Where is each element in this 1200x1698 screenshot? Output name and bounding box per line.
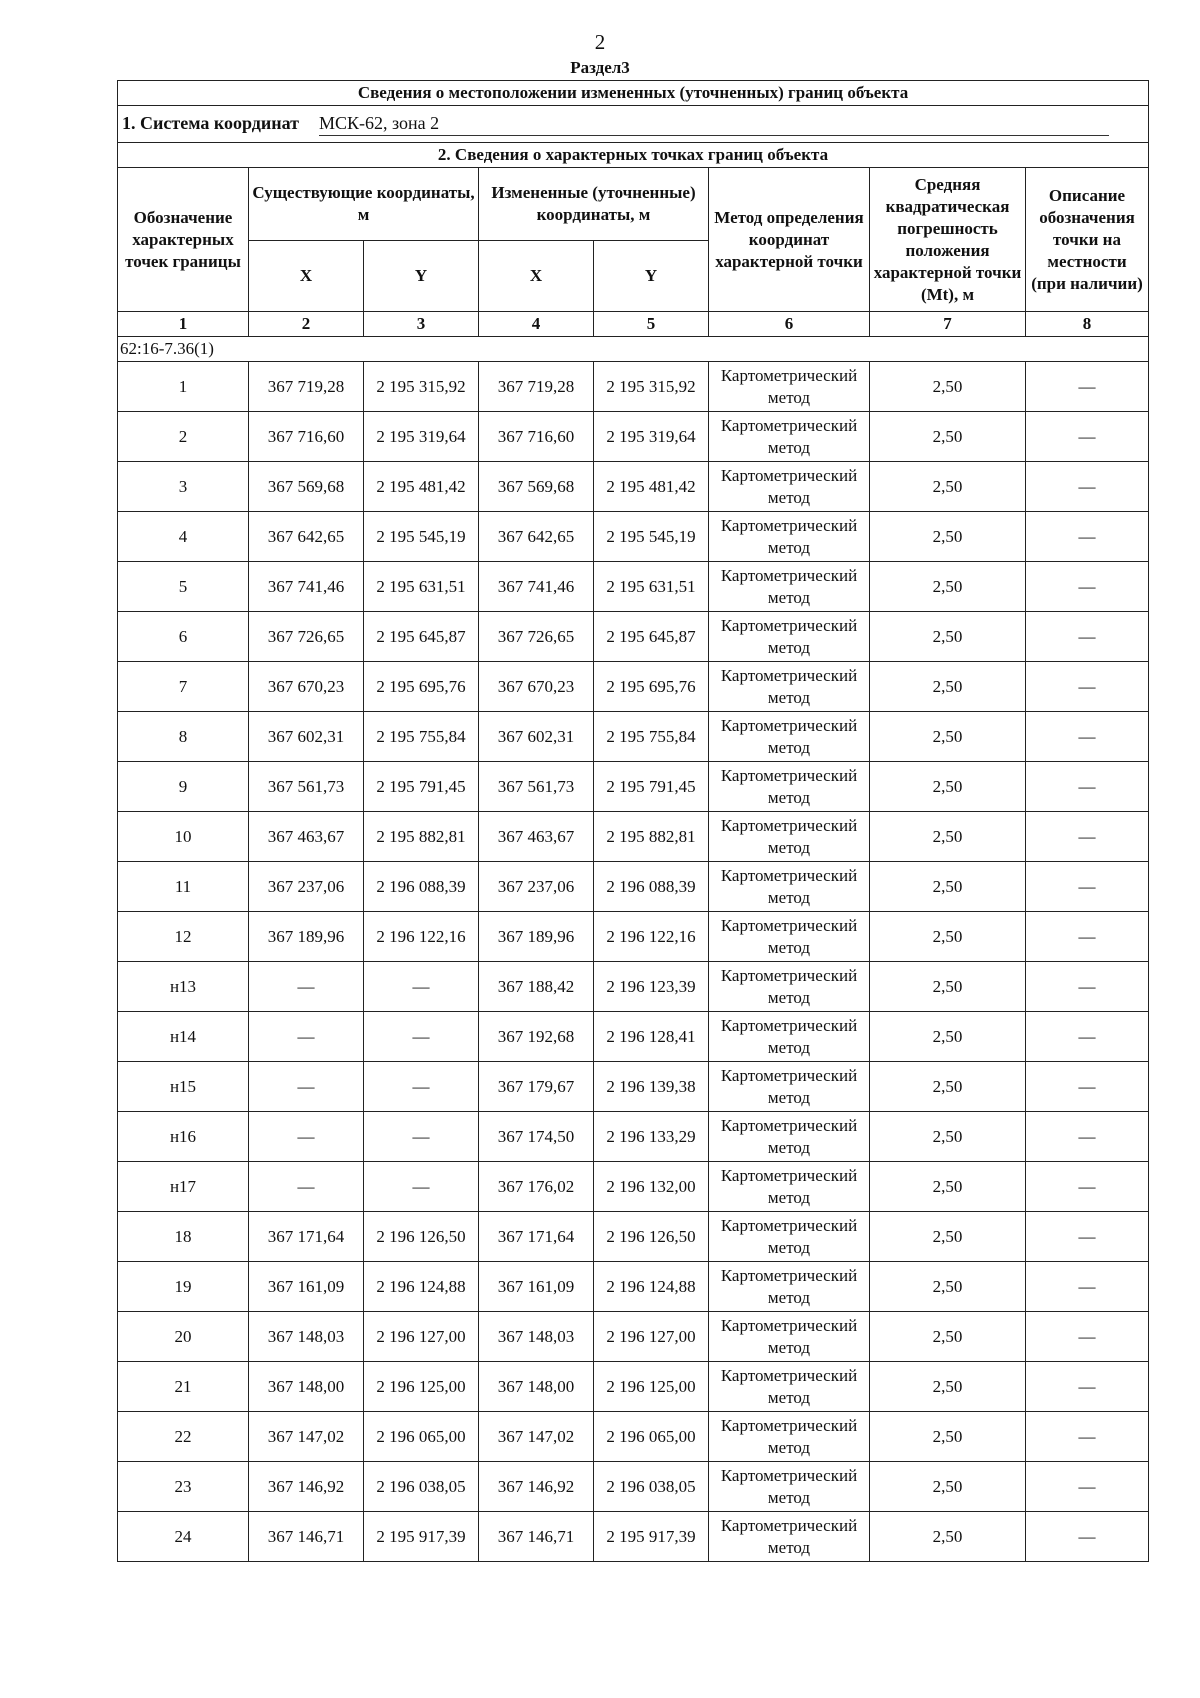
changed-y: 2 196 065,00 — [594, 1412, 709, 1462]
existing-y: 2 195 755,84 — [364, 712, 479, 762]
col-number: 3 — [364, 312, 479, 337]
error-mt: 2,50 — [870, 1512, 1026, 1562]
point-designation: 8 — [118, 712, 249, 762]
error-mt: 2,50 — [870, 412, 1026, 462]
method: Картометрический метод — [709, 1162, 870, 1212]
method: Картометрический метод — [709, 1112, 870, 1162]
parcel-id: 62:16-7.36(1) — [118, 337, 1149, 362]
table-row — [118, 1462, 1149, 1512]
table-row — [118, 1212, 1149, 1262]
method: Картометрический метод — [709, 512, 870, 562]
changed-y: 2 195 481,42 — [594, 462, 709, 512]
col-header-changed-y: Y — [594, 241, 709, 312]
changed-y: 2 195 319,64 — [594, 412, 709, 462]
point-description: — — [1026, 1362, 1149, 1412]
point-description: — — [1026, 912, 1149, 962]
col-number: 6 — [709, 312, 870, 337]
changed-y: 2 196 124,88 — [594, 1262, 709, 1312]
col-header-existing-x: X — [249, 241, 364, 312]
changed-y: 2 196 122,16 — [594, 912, 709, 962]
point-designation: 2 — [118, 412, 249, 462]
existing-x: 367 602,31 — [249, 712, 364, 762]
point-description: — — [1026, 1512, 1149, 1562]
existing-y: 2 196 122,16 — [364, 912, 479, 962]
error-mt: 2,50 — [870, 462, 1026, 512]
method: Картометрический метод — [709, 1412, 870, 1462]
existing-x: 367 147,02 — [249, 1412, 364, 1462]
method: Картометрический метод — [709, 812, 870, 862]
point-designation: 10 — [118, 812, 249, 862]
method: Картометрический метод — [709, 762, 870, 812]
col-header-method: Метод определения координат характерной точки — [709, 168, 870, 312]
point-designation: 11 — [118, 862, 249, 912]
changed-y: 2 195 645,87 — [594, 612, 709, 662]
method: Картометрический метод — [709, 712, 870, 762]
existing-x: 367 161,09 — [249, 1262, 364, 1312]
point-designation: 7 — [118, 662, 249, 712]
col-header-description: Описание обозначения точки на местности (при наличии) — [1026, 168, 1149, 312]
table-row — [118, 762, 1149, 812]
col-number: 2 — [249, 312, 364, 337]
existing-x: 367 463,67 — [249, 812, 364, 862]
col-number: 8 — [1026, 312, 1149, 337]
error-mt: 2,50 — [870, 1012, 1026, 1062]
point-designation: 1 — [118, 362, 249, 412]
changed-x: 367 148,03 — [479, 1312, 594, 1362]
changed-y: 2 196 127,00 — [594, 1312, 709, 1362]
boundary-table — [117, 80, 1149, 1562]
existing-y: 2 196 125,00 — [364, 1362, 479, 1412]
existing-x: 367 148,03 — [249, 1312, 364, 1362]
point-description: — — [1026, 1012, 1149, 1062]
existing-y: 2 196 124,88 — [364, 1262, 479, 1312]
error-mt: 2,50 — [870, 1162, 1026, 1212]
method: Картометрический метод — [709, 962, 870, 1012]
existing-x: 367 569,68 — [249, 462, 364, 512]
table-row — [118, 362, 1149, 412]
point-designation: 18 — [118, 1212, 249, 1262]
method: Картометрический метод — [709, 1512, 870, 1562]
changed-y: 2 196 139,38 — [594, 1062, 709, 1112]
changed-x: 367 147,02 — [479, 1412, 594, 1462]
error-mt: 2,50 — [870, 662, 1026, 712]
points-header: 2. Сведения о характерных точках границ объекта — [118, 143, 1149, 168]
point-description: — — [1026, 412, 1149, 462]
changed-x: 367 148,00 — [479, 1362, 594, 1412]
table-row — [118, 562, 1149, 612]
existing-x: 367 726,65 — [249, 612, 364, 662]
error-mt: 2,50 — [870, 512, 1026, 562]
page-number: 2 — [594, 30, 606, 54]
existing-x: — — [249, 962, 364, 1012]
section-title: Раздел3 — [570, 58, 630, 77]
existing-x: — — [249, 1062, 364, 1112]
changed-x: 367 176,02 — [479, 1162, 594, 1212]
existing-y: — — [364, 1162, 479, 1212]
existing-y: 2 195 481,42 — [364, 462, 479, 512]
existing-x: 367 189,96 — [249, 912, 364, 962]
error-mt: 2,50 — [870, 962, 1026, 1012]
existing-y: 2 195 695,76 — [364, 662, 479, 712]
changed-x: 367 237,06 — [479, 862, 594, 912]
existing-x: — — [249, 1112, 364, 1162]
point-designation: н16 — [118, 1112, 249, 1162]
changed-x: 367 670,23 — [479, 662, 594, 712]
changed-y: 2 195 315,92 — [594, 362, 709, 412]
point-designation: н15 — [118, 1062, 249, 1112]
error-mt: 2,50 — [870, 1062, 1026, 1112]
table-row — [118, 1162, 1149, 1212]
changed-x: 367 171,64 — [479, 1212, 594, 1262]
point-description: — — [1026, 962, 1149, 1012]
changed-y: 2 196 126,50 — [594, 1212, 709, 1262]
existing-y: 2 195 545,19 — [364, 512, 479, 562]
point-description: — — [1026, 662, 1149, 712]
table-row — [118, 1312, 1149, 1362]
point-designation: 4 — [118, 512, 249, 562]
method: Картометрический метод — [709, 1212, 870, 1262]
error-mt: 2,50 — [870, 812, 1026, 862]
table-row — [118, 1012, 1149, 1062]
method: Картометрический метод — [709, 862, 870, 912]
existing-y: 2 195 631,51 — [364, 562, 479, 612]
changed-x: 367 741,46 — [479, 562, 594, 612]
col-number: 5 — [594, 312, 709, 337]
point-description: — — [1026, 1412, 1149, 1462]
existing-y: 2 195 315,92 — [364, 362, 479, 412]
existing-y: — — [364, 1062, 479, 1112]
method: Картометрический метод — [709, 412, 870, 462]
error-mt: 2,50 — [870, 1412, 1026, 1462]
point-designation: н17 — [118, 1162, 249, 1212]
changed-x: 367 188,42 — [479, 962, 594, 1012]
existing-y: 2 196 127,00 — [364, 1312, 479, 1362]
method: Картометрический метод — [709, 1062, 870, 1112]
point-designation: 9 — [118, 762, 249, 812]
error-mt: 2,50 — [870, 712, 1026, 762]
existing-y: 2 196 038,05 — [364, 1462, 479, 1512]
existing-x: 367 148,00 — [249, 1362, 364, 1412]
point-description: — — [1026, 712, 1149, 762]
changed-x: 367 146,92 — [479, 1462, 594, 1512]
existing-y: 2 196 126,50 — [364, 1212, 479, 1262]
point-description: — — [1026, 1162, 1149, 1212]
table-row — [118, 1262, 1149, 1312]
point-designation: н13 — [118, 962, 249, 1012]
table-row — [118, 862, 1149, 912]
coordinate-system-row — [118, 106, 1149, 143]
changed-y: 2 195 695,76 — [594, 662, 709, 712]
changed-y: 2 195 545,19 — [594, 512, 709, 562]
col-number: 4 — [479, 312, 594, 337]
changed-x: 367 719,28 — [479, 362, 594, 412]
error-mt: 2,50 — [870, 1462, 1026, 1512]
existing-x: 367 146,71 — [249, 1512, 364, 1562]
point-designation: 12 — [118, 912, 249, 962]
changed-y: 2 196 132,00 — [594, 1162, 709, 1212]
point-description: — — [1026, 562, 1149, 612]
table-row — [118, 462, 1149, 512]
method: Картометрический метод — [709, 662, 870, 712]
col-number: 1 — [118, 312, 249, 337]
table-row — [118, 812, 1149, 862]
changed-x: 367 174,50 — [479, 1112, 594, 1162]
table-title: Сведения о местоположении измененных (уточненных) границ объекта — [118, 81, 1149, 106]
changed-x: 367 179,67 — [479, 1062, 594, 1112]
table-row — [118, 1362, 1149, 1412]
changed-y: 2 196 088,39 — [594, 862, 709, 912]
col-number: 7 — [870, 312, 1026, 337]
changed-x: 367 161,09 — [479, 1262, 594, 1312]
point-designation: 5 — [118, 562, 249, 612]
point-description: — — [1026, 1062, 1149, 1112]
table-row — [118, 512, 1149, 562]
point-description: — — [1026, 1312, 1149, 1362]
changed-x: 367 716,60 — [479, 412, 594, 462]
method: Картометрический метод — [709, 562, 870, 612]
existing-y: 2 195 319,64 — [364, 412, 479, 462]
error-mt: 2,50 — [870, 612, 1026, 662]
existing-x: 367 642,65 — [249, 512, 364, 562]
col-header-error: Средняя квадратическая погрешность положения характерной точки (Mt), м — [870, 168, 1026, 312]
method: Картометрический метод — [709, 912, 870, 962]
col-header-changed: Измененные (уточненные) координаты, м — [479, 168, 709, 241]
table-row — [118, 662, 1149, 712]
point-designation: н14 — [118, 1012, 249, 1062]
changed-x: 367 192,68 — [479, 1012, 594, 1062]
method: Картометрический метод — [709, 1362, 870, 1412]
existing-y: — — [364, 1012, 479, 1062]
point-designation: 21 — [118, 1362, 249, 1412]
table-row — [118, 1512, 1149, 1562]
existing-x: 367 237,06 — [249, 862, 364, 912]
table-row — [118, 712, 1149, 762]
point-designation: 24 — [118, 1512, 249, 1562]
point-designation: 6 — [118, 612, 249, 662]
changed-x: 367 463,67 — [479, 812, 594, 862]
error-mt: 2,50 — [870, 762, 1026, 812]
changed-y: 2 195 631,51 — [594, 562, 709, 612]
error-mt: 2,50 — [870, 1312, 1026, 1362]
point-designation: 20 — [118, 1312, 249, 1362]
changed-x: 367 726,65 — [479, 612, 594, 662]
changed-y: 2 195 791,45 — [594, 762, 709, 812]
changed-x: 367 146,71 — [479, 1512, 594, 1562]
changed-y: 2 196 123,39 — [594, 962, 709, 1012]
coordinate-system-value: МСК-62, зона 2 — [319, 113, 1109, 136]
existing-y: — — [364, 962, 479, 1012]
changed-y: 2 196 133,29 — [594, 1112, 709, 1162]
error-mt: 2,50 — [870, 362, 1026, 412]
error-mt: 2,50 — [870, 862, 1026, 912]
point-description: — — [1026, 1112, 1149, 1162]
changed-y: 2 195 755,84 — [594, 712, 709, 762]
changed-y: 2 195 917,39 — [594, 1512, 709, 1562]
point-description: — — [1026, 762, 1149, 812]
error-mt: 2,50 — [870, 1212, 1026, 1262]
existing-y: 2 195 791,45 — [364, 762, 479, 812]
col-header-existing-y: Y — [364, 241, 479, 312]
col-header-existing: Существующие координаты, м — [249, 168, 479, 241]
error-mt: 2,50 — [870, 1262, 1026, 1312]
method: Картометрический метод — [709, 612, 870, 662]
point-designation: 23 — [118, 1462, 249, 1512]
method: Картометрический метод — [709, 362, 870, 412]
point-description: — — [1026, 462, 1149, 512]
col-header-designation: Обозначение характерных точек границы — [118, 168, 249, 312]
point-description: — — [1026, 362, 1149, 412]
existing-x: 367 670,23 — [249, 662, 364, 712]
changed-x: 367 189,96 — [479, 912, 594, 962]
point-description: — — [1026, 812, 1149, 862]
point-description: — — [1026, 512, 1149, 562]
existing-x: 367 171,64 — [249, 1212, 364, 1262]
table-row — [118, 1112, 1149, 1162]
changed-y: 2 196 128,41 — [594, 1012, 709, 1062]
point-designation: 19 — [118, 1262, 249, 1312]
existing-y: 2 196 088,39 — [364, 862, 479, 912]
error-mt: 2,50 — [870, 1112, 1026, 1162]
error-mt: 2,50 — [870, 1362, 1026, 1412]
col-header-changed-x: X — [479, 241, 594, 312]
changed-y: 2 196 125,00 — [594, 1362, 709, 1412]
existing-y: — — [364, 1112, 479, 1162]
table-row — [118, 1412, 1149, 1462]
point-designation: 3 — [118, 462, 249, 512]
error-mt: 2,50 — [870, 912, 1026, 962]
existing-x: 367 719,28 — [249, 362, 364, 412]
existing-y: 2 195 645,87 — [364, 612, 479, 662]
point-description: — — [1026, 1212, 1149, 1262]
point-description: — — [1026, 612, 1149, 662]
table-row — [118, 612, 1149, 662]
existing-x: — — [249, 1012, 364, 1062]
existing-x: — — [249, 1162, 364, 1212]
existing-y: 2 195 882,81 — [364, 812, 479, 862]
changed-x: 367 561,73 — [479, 762, 594, 812]
error-mt: 2,50 — [870, 562, 1026, 612]
coordinate-system-label: 1. Система координат — [122, 112, 299, 133]
existing-y: 2 196 065,00 — [364, 1412, 479, 1462]
existing-y: 2 195 917,39 — [364, 1512, 479, 1562]
changed-x: 367 602,31 — [479, 712, 594, 762]
existing-x: 367 741,46 — [249, 562, 364, 612]
method: Картометрический метод — [709, 462, 870, 512]
method: Картометрический метод — [709, 1462, 870, 1512]
point-designation: 22 — [118, 1412, 249, 1462]
existing-x: 367 716,60 — [249, 412, 364, 462]
method: Картометрический метод — [709, 1262, 870, 1312]
table-row — [118, 962, 1149, 1012]
changed-y: 2 195 882,81 — [594, 812, 709, 862]
changed-y: 2 196 038,05 — [594, 1462, 709, 1512]
method: Картометрический метод — [709, 1012, 870, 1062]
table-row — [118, 412, 1149, 462]
point-description: — — [1026, 1262, 1149, 1312]
point-description: — — [1026, 862, 1149, 912]
existing-x: 367 146,92 — [249, 1462, 364, 1512]
existing-x: 367 561,73 — [249, 762, 364, 812]
changed-x: 367 642,65 — [479, 512, 594, 562]
point-description: — — [1026, 1462, 1149, 1512]
table-row — [118, 912, 1149, 962]
changed-x: 367 569,68 — [479, 462, 594, 512]
method: Картометрический метод — [709, 1312, 870, 1362]
table-row — [118, 1062, 1149, 1112]
